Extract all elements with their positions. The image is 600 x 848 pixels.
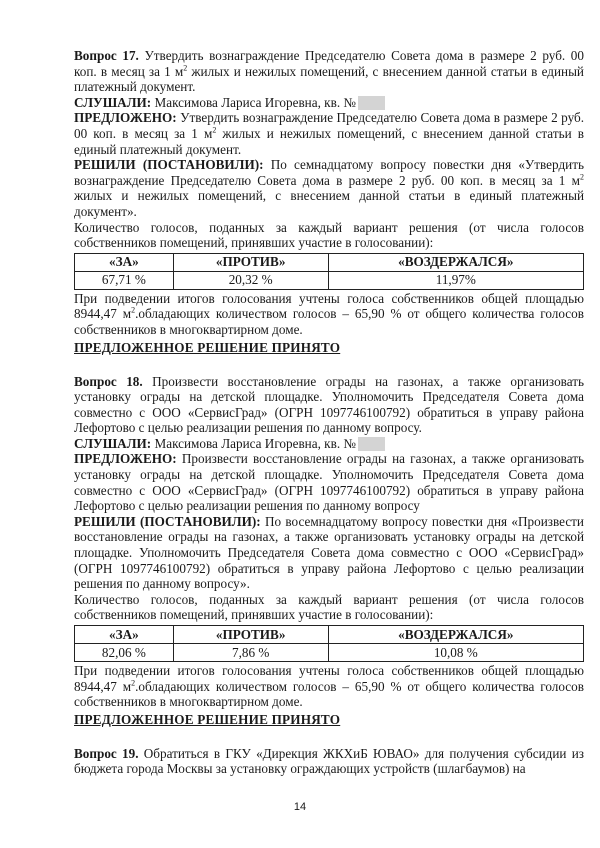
votes-against-value: 7,86 % — [173, 644, 328, 662]
superscript: 2 — [131, 305, 136, 315]
votes-against-header: «ПРОТИВ» — [173, 253, 328, 271]
question-18-heard — [74, 436, 584, 452]
votes-abstain-header: «ВОЗДЕРЖАЛСЯ» — [328, 626, 583, 644]
question-19-paragraph — [74, 746, 584, 777]
superscript: 2 — [212, 125, 217, 135]
votes-for-header: «ЗА» — [75, 253, 174, 271]
decided-text-end: жилых и нежилых помещений, с внесением данной статьи в единый платежный документ». — [74, 188, 584, 219]
proposed-text: Утвердить вознаграждение Председателю Совета дома в размере 2 руб. 00 коп. в месяц за 1 м — [74, 110, 584, 141]
summary-text-end: .обладающих количеством голосов – 65,90 % от общего количества голосов собственников в многоквартирном доме. — [74, 678, 584, 710]
question-18-proposed — [74, 451, 584, 513]
question-17-paragraph — [74, 48, 584, 95]
question-18-result: ПРЕДЛОЖЕННОЕ РЕШЕНИЕ ПРИНЯТО — [74, 711, 341, 727]
question-18-decided — [74, 514, 584, 592]
question-17-text: Утвердить вознаграждение Председателю Совета дома в размере 2 руб. 00 коп. в месяц за 1 м — [74, 48, 584, 79]
question-18-text: Произвести восстановление ограды на газонах, а также организовать установку ограды на детской площадке. Уполномочить Председателя Совета дома совместно с ООО «СервисГрад» (ОГРН 1097746100792) обратиться в управу района Лефортово с целью реализации решения по данному вопросу. — [74, 373, 585, 436]
votes-for-value: 82,06 % — [75, 644, 174, 662]
document-page — [74, 48, 584, 777]
question-17-votes-table — [74, 253, 584, 290]
votes-abstain-value: 10,08 % — [328, 644, 583, 662]
votes-against-value: 20,32 % — [173, 271, 328, 289]
superscript: 2 — [131, 678, 136, 688]
question-17-decided — [74, 157, 584, 219]
question-19-text: Обратиться в ГКУ «Дирекция ЖКХиБ ЮВАО» для получения субсидии из бюджета города Москвы за установку ограждающих устройств (шлагбаумов) на — [74, 745, 584, 777]
proposed-label: ПРЕДЛОЖЕНО: — [74, 110, 177, 126]
proposed-text: Произвести восстановление ограды на газонах, а также организовать установку ограды на детской площадке. Уполномочить Председателя Совета дома совместно с ООО «СервисГрад» (ОГРН 1097746100792) обратиться в управу района Лефортово с целью реализации решения по данному вопросу — [74, 451, 584, 514]
redacted-apartment — [358, 437, 385, 451]
votes-abstain-value: 11,97% — [328, 271, 583, 289]
decided-text: По семнадцатому вопросу повестки дня «Утвердить вознаграждение Председателю Совета дома в размере 2 руб. 00 коп. в месяц за 1 м — [74, 157, 584, 188]
heard-text: Максимова Лариса Игоревна, кв. № — [151, 435, 356, 451]
question-17-result: ПРЕДЛОЖЕННОЕ РЕШЕНИЕ ПРИНЯТО — [74, 339, 341, 355]
question-18-summary — [74, 663, 584, 710]
question-17-title: Вопрос 17. — [74, 48, 139, 63]
summary-text: При подведении итогов голосования учтены голоса собственников общей площадью 8944,47 м — [74, 663, 584, 694]
question-18-count-text: Количество голосов, поданных за каждый вариант решения (от числа голосов собственников помещений, принявших участие в голосовании): — [74, 591, 584, 623]
question-18-paragraph — [74, 374, 584, 436]
votes-for-header: «ЗА» — [75, 626, 174, 644]
redacted-apartment — [358, 96, 385, 110]
heard-text: Максимова Лариса Игоревна, кв. № — [151, 94, 356, 110]
superscript: 2 — [183, 63, 188, 73]
decided-label: РЕШИЛИ (ПОСТАНОВИЛИ): — [74, 157, 264, 173]
votes-for-value: 67,71 % — [75, 271, 174, 289]
question-17-summary — [74, 291, 584, 338]
proposed-text-end: жилых и нежилых помещений, с внесением данной статьи в единый платежный документ. — [74, 125, 584, 157]
heard-label: СЛУШАЛИ: — [74, 94, 152, 110]
proposed-label: ПРЕДЛОЖЕНО: — [74, 451, 177, 467]
superscript: 2 — [580, 172, 584, 182]
summary-text-end: .обладающих количеством голосов – 65,90 % от общего количества голосов собственников в многоквартирном доме. — [74, 306, 584, 337]
decided-text: По восемнадцатому вопросу повестки дня «Произвести восстановление ограды на газонах, а также организовать установку ограды на детской площадке. Уполномочить Председателя Совета дома совместно с ООО «СервисГрад» (ОГРН 1097746100792) обратиться в управу района Лефортово с целью реализации решения по данному вопросу». — [74, 513, 584, 592]
heard-label: СЛУШАЛИ: — [74, 435, 152, 451]
question-18-votes-table — [74, 625, 584, 662]
question-17-count-text: Количество голосов, поданных за каждый вариант решения (от числа голосов собственников помещений, принявших участие в голосовании): — [74, 219, 584, 251]
page-number: 14 — [293, 801, 307, 813]
question-17-heard — [74, 95, 584, 111]
decided-label: РЕШИЛИ (ПОСТАНОВИЛИ): — [74, 513, 261, 529]
question-17-proposed — [74, 110, 584, 157]
votes-against-header: «ПРОТИВ» — [173, 626, 328, 644]
question-18-title: Вопрос 18. — [74, 373, 143, 389]
question-17-text-end: жилых и нежилых помещений, с внесением данной статьи в единый платежный документ. — [74, 63, 584, 95]
summary-text: При подведении итогов голосования учтены голоса собственников общей площадью 8944,47 м — [74, 290, 584, 322]
question-19-title: Вопрос 19. — [74, 745, 139, 761]
votes-abstain-header: «ВОЗДЕРЖАЛСЯ» — [328, 253, 583, 271]
